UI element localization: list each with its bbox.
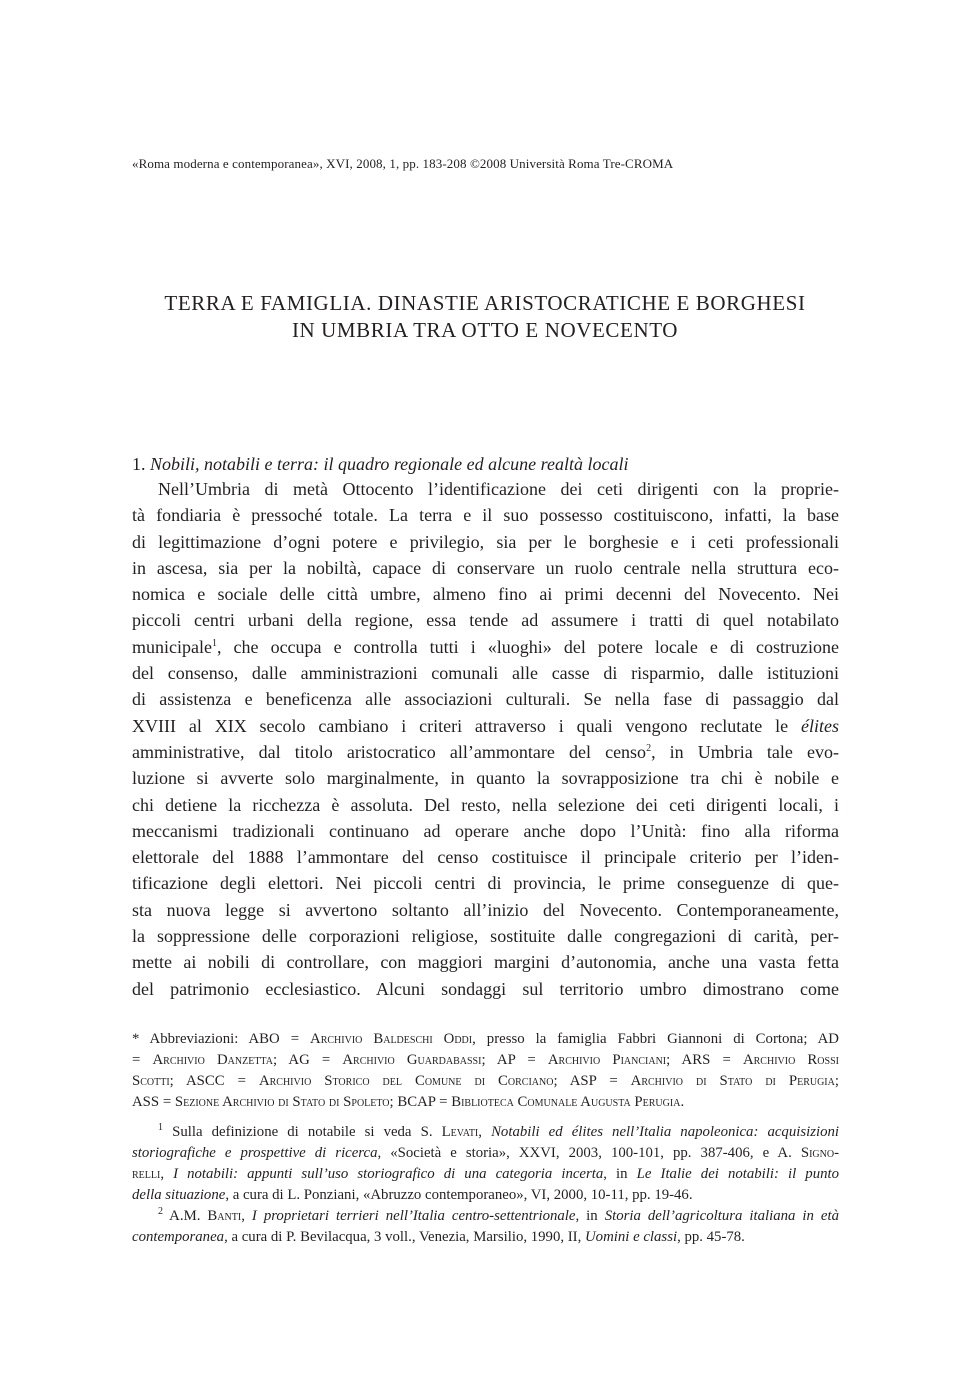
fn-italic: della situazione bbox=[132, 1187, 226, 1203]
fn-fragment: ; bbox=[834, 1073, 839, 1089]
footnote-line bbox=[132, 1185, 839, 1206]
fn-smallcaps: Signo- bbox=[800, 1145, 839, 1161]
fn-italic: Notabili ed élites nell’Italia napoleonica: acquisizioni bbox=[491, 1124, 839, 1140]
fn-smallcaps: Archivio di Stato di Perugia bbox=[630, 1073, 835, 1089]
footnote-number: 1 bbox=[158, 1122, 163, 1134]
fn-smallcaps: Archivio Danzetta bbox=[152, 1052, 273, 1068]
body-line bbox=[132, 713, 839, 739]
fn-fragment: ; BCAP = bbox=[389, 1094, 452, 1110]
body-line bbox=[132, 634, 839, 660]
fn-fragment: ; AP = bbox=[481, 1052, 548, 1068]
fn-italic: I proprietari terrieri nell’Italia centro-settentrionale bbox=[251, 1208, 576, 1224]
fn-italic: storiografiche e prospettive di ricerca bbox=[132, 1145, 378, 1161]
footnote-line bbox=[132, 1227, 839, 1248]
body-fragment-italic: élites bbox=[801, 715, 839, 736]
body-fragment: XVIII al XIX secolo cambiano i criteri attraverso i quali vengono reclutate le bbox=[132, 715, 801, 736]
footnote-line bbox=[132, 1050, 839, 1071]
fn-fragment: , presso la famiglia Fabbri Giannoni di Cortona; AD bbox=[472, 1031, 839, 1047]
fn-fragment: , «Società e storia», XXVI, 2003, 100-101, pp. 387-406, e A. bbox=[377, 1145, 801, 1161]
body-line: tà fondiaria è pressoché totale. La terra e il suo possesso costituiscono, infatti, la base bbox=[132, 505, 839, 526]
journal-citation: «Roma moderna e contemporanea», XVI, 2008, 1, pp. 183-208 ©2008 Università Roma Tre-CROMA bbox=[132, 156, 674, 171]
section-number: 1. bbox=[132, 454, 146, 474]
body-line: chi detiene la ricchezza è assoluta. Del resto, nella selezione dei ceti dirigenti locali, i bbox=[132, 794, 839, 815]
fn-fragment: , pp. 45-78. bbox=[677, 1229, 745, 1245]
footnote-line bbox=[132, 1164, 839, 1185]
footnote-line bbox=[132, 1071, 839, 1092]
fn-smallcaps: Archivio Guardabassi bbox=[342, 1052, 482, 1068]
fn-italic: Storia dell’agricoltura italiana in età bbox=[604, 1208, 839, 1224]
fn-smallcaps: Scotti bbox=[132, 1073, 170, 1089]
fn-smallcaps: Levati bbox=[441, 1124, 479, 1140]
body-fragment: , che occupa e controlla tutti i «luoghi» del potere locale e di costruzione bbox=[216, 636, 839, 657]
fn-fragment: , a cura di L. Ponziani, «Abruzzo contemporaneo», VI, 2000, 10-11, pp. 19-46. bbox=[225, 1187, 693, 1203]
footnote-ref-2[interactable]: 2 bbox=[646, 742, 652, 754]
body-fragment: , in Umbria tale evo- bbox=[651, 741, 839, 762]
body-line: elettorale del 1888 l’ammontare del censo costituisce il principale criterio per l’iden- bbox=[132, 847, 839, 868]
fn-fragment: ; AG = bbox=[272, 1052, 343, 1068]
section-title: Nobili, notabili e terra: il quadro regionale ed alcune realtà locali bbox=[150, 454, 629, 474]
fn-fragment: ; ARS = bbox=[666, 1052, 743, 1068]
fn-fragment: ; ASCC = bbox=[169, 1073, 259, 1089]
body-line: mette ai nobili di controllare, con maggiori margini d’autonomia, anche una vasta fetta bbox=[132, 952, 839, 973]
fn-fragment: , a cura di P. Bevilacqua, 3 voll., Venezia, Marsilio, 1990, II, bbox=[224, 1229, 585, 1245]
footnote-abbreviations bbox=[132, 1029, 839, 1113]
fn-fragment: , bbox=[241, 1208, 252, 1224]
title-line-2: IN UMBRIA TRA OTTO E NOVECENTO bbox=[291, 318, 679, 342]
footnote-ref-1[interactable]: 1 bbox=[211, 637, 217, 649]
body-line: la soppressione delle corporazioni religiose, sostituite dalle congregazioni di carità, per- bbox=[132, 926, 839, 947]
fn-smallcaps: Archivio Storico del Comune di Corciano bbox=[258, 1073, 554, 1089]
footnote-2 bbox=[132, 1206, 839, 1248]
body-line: del patrimonio ecclesiastico. Alcuni sondaggi sul territorio umbro dimostrano come bbox=[132, 978, 839, 999]
fn-fragment: * Abbreviazioni: ABO = bbox=[132, 1031, 311, 1047]
body-line: sta nuova legge si avvertono soltanto all’inizio del Novecento. Contemporaneamente, bbox=[132, 899, 839, 920]
fn-fragment: . bbox=[680, 1094, 685, 1110]
fn-italic: Le Italie dei notabili: il punto bbox=[636, 1166, 839, 1182]
fn-fragment: , in bbox=[575, 1208, 605, 1224]
footnote-line bbox=[132, 1092, 839, 1113]
fn-fragment: , in bbox=[603, 1166, 637, 1182]
fn-smallcaps: Archivio Baldeschi Oddi bbox=[310, 1031, 473, 1047]
body-text bbox=[132, 476, 839, 1002]
fn-smallcaps: Banti bbox=[207, 1208, 242, 1224]
footnote-1 bbox=[132, 1122, 839, 1206]
body-line: tificazione degli elettori. Nei piccoli centri di provincia, le prime conseguenze di que- bbox=[132, 873, 839, 894]
body-line: nomica e sociale delle città umbre, almeno fino ai primi decenni del Novecento. Nei bbox=[132, 584, 839, 605]
fn-italic: Uomini e classi bbox=[585, 1229, 678, 1245]
fn-fragment: ; ASP = bbox=[553, 1073, 631, 1089]
body-line bbox=[132, 739, 839, 765]
body-line: luzione si avverte solo marginalmente, in quanto la sovrapposizione tra chi è nobile e bbox=[132, 768, 839, 789]
body-line: del consenso, dalle amministrazioni comunali alle casse di risparmio, dalle istituzioni bbox=[132, 663, 839, 684]
footnote-number: 2 bbox=[158, 1206, 163, 1218]
footnote-line bbox=[132, 1143, 839, 1164]
fn-italic: I notabili: appunti sull’uso storiografico di una categoria incerta bbox=[173, 1166, 604, 1182]
footnote-line bbox=[132, 1206, 839, 1227]
fn-smallcaps: Biblioteca Comunale Augusta Perugia bbox=[451, 1094, 681, 1110]
fn-fragment: , bbox=[160, 1166, 174, 1182]
fn-smallcaps: Sezione Archivio di Stato di Spoleto bbox=[174, 1094, 390, 1110]
fn-italic: contemporanea bbox=[132, 1229, 225, 1245]
fn-fragment: Sulla definizione di notabile si veda S. bbox=[163, 1124, 442, 1140]
fn-smallcaps: Archivio Rossi bbox=[742, 1052, 839, 1068]
section-heading bbox=[132, 452, 628, 476]
title-line-1: TERRA E FAMIGLIA. DINASTIE ARISTOCRATICHE E BORGHESI bbox=[164, 291, 806, 315]
fn-fragment: = bbox=[132, 1052, 153, 1068]
body-fragment: municipale bbox=[132, 636, 212, 657]
fn-smallcaps: Archivio Pianciani bbox=[547, 1052, 667, 1068]
body-line: di assistenza e beneficenza alle associazioni culturali. Se nella fase di passaggio dal bbox=[132, 689, 839, 710]
fn-fragment: , bbox=[478, 1124, 492, 1140]
footnote-line bbox=[132, 1122, 839, 1143]
body-line: in ascesa, sia per la nobiltà, capace di conservare un ruolo centrale nella struttura eco- bbox=[132, 557, 839, 578]
body-line: Nell’Umbria di metà Ottocento l’identificazione dei ceti dirigenti con la proprie- bbox=[158, 479, 839, 499]
fn-smallcaps: relli bbox=[132, 1166, 161, 1182]
footnotes bbox=[132, 1029, 839, 1248]
body-line: meccanismi tradizionali continuano ad operare anche dopo l’Unità: fino alla riforma bbox=[132, 820, 839, 841]
article-title bbox=[100, 290, 870, 344]
body-fragment: amministrative, dal titolo aristocratico all’ammontare del censo bbox=[132, 741, 647, 762]
fn-fragment: A.M. bbox=[163, 1208, 208, 1224]
body-line: piccoli centri urbani della regione, essa tende ad assumere i tratti di quel notabilato bbox=[132, 610, 839, 631]
fn-fragment: ASS = bbox=[132, 1094, 175, 1110]
body-line: di legittimazione d’ogni potere e privilegio, sia per le borghesie e i ceti professionali bbox=[132, 531, 839, 552]
footnote-line bbox=[132, 1029, 839, 1050]
